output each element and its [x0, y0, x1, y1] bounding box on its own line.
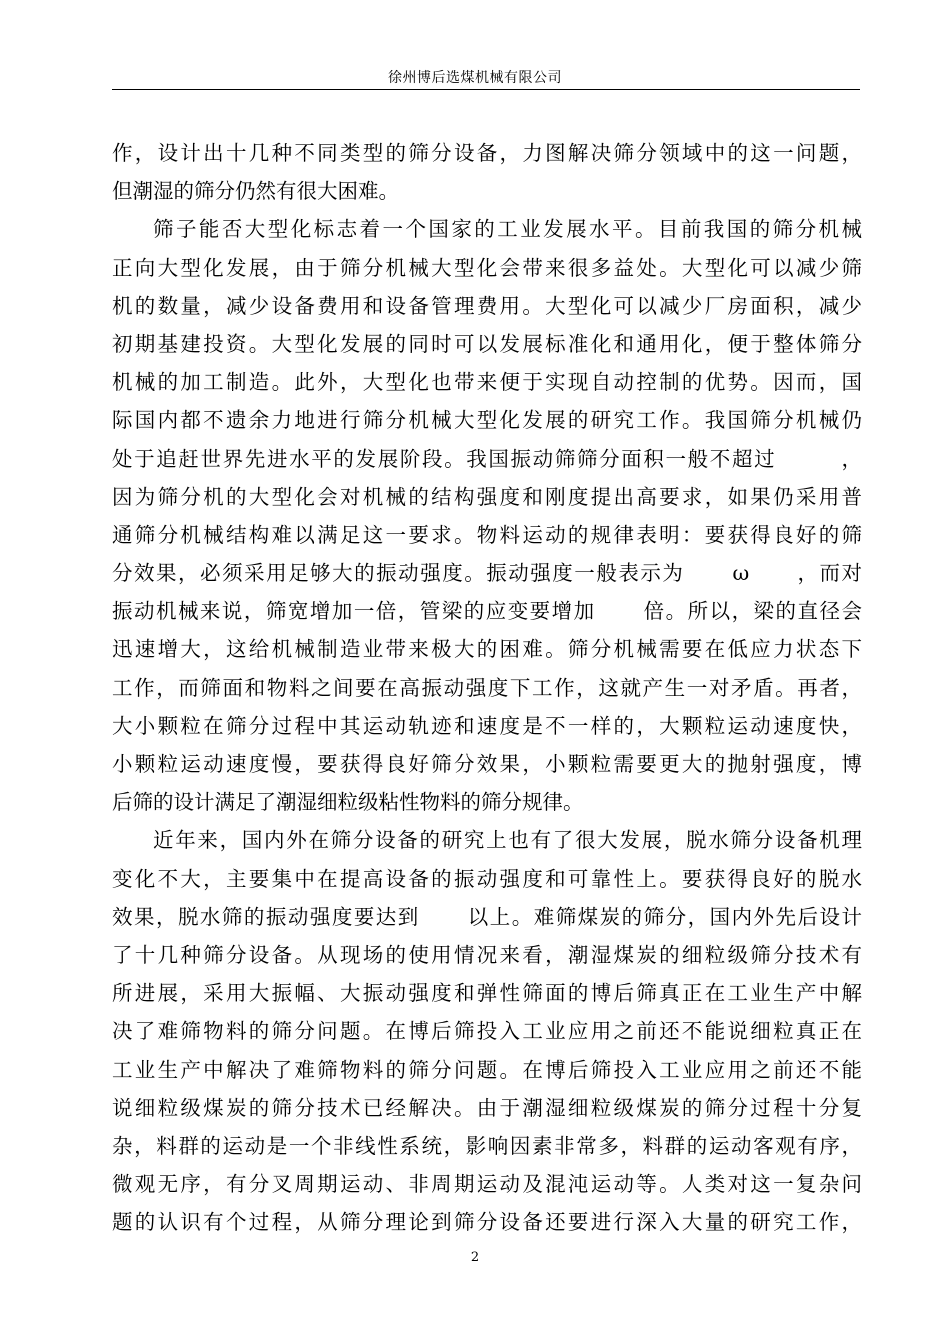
text-line: 振动机械来说，筛宽增加一倍，管梁的应变要增加 倍。所以，梁的直径会	[112, 599, 862, 624]
text-line: 效果，脱水筛的振动强度要达到 以上。难筛煤炭的筛分，国内外先后设计	[112, 904, 862, 929]
text-line: 大小颗粒在筛分过程中其运动轨迹和速度是不一样的，大颗粒运动速度快，	[112, 713, 862, 738]
text-line: 近年来，国内外在筛分设备的研究上也有了很大发展，脱水筛分设备机理	[153, 828, 862, 853]
header-rule	[112, 89, 860, 90]
text-line: 后筛的设计满足了潮湿细粒级粘性物料的筛分规律。	[112, 790, 584, 815]
text-line: 工作，而筛面和物料之间要在高振动强度下工作，这就产生一对矛盾。再者，	[112, 675, 862, 700]
text-line: 机的数量，减少设备费用和设备管理费用。大型化可以减少厂房面积，减少	[112, 293, 862, 318]
text-line: 初期基建投资。大型化发展的同时可以发展标准化和通用化，便于整体筛分	[112, 331, 862, 356]
text-line: 筛子能否大型化标志着一个国家的工业发展水平。目前我国的筛分机械	[153, 217, 862, 242]
text-line: 说细粒级煤炭的筛分技术已经解决。由于潮湿细粒级煤炭的筛分过程十分复	[112, 1095, 862, 1120]
paragraph	[112, 210, 862, 821]
paragraph	[112, 134, 862, 210]
text-line: 迅速增大，这给机械制造业带来极大的困难。筛分机械需要在低应力状态下	[112, 637, 862, 662]
text-line: 机械的加工制造。此外，大型化也带来便于实现自动控制的优势。因而，国	[112, 370, 862, 395]
text-line: 际国内都不遗余力地进行筛分机械大型化发展的研究工作。我国筛分机械仍	[112, 408, 862, 433]
text-line: 处于追赶世界先进水平的发展阶段。我国振动筛筛分面积一般不超过 ，	[112, 446, 862, 471]
text-line: 但潮湿的筛分仍然有很大困难。	[112, 179, 399, 204]
text-line: 微观无序，有分叉周期运动、非周期运动及混沌运动等。人类对这一复杂问	[112, 1172, 862, 1197]
page-number: 2	[470, 1250, 480, 1265]
text-line: 作，设计出十几种不同类型的筛分设备，力图解决筛分领域中的这一问题，	[112, 141, 862, 165]
text-line: 分效果，必须采用足够大的振动强度。振动强度一般表示为 ω ，而对	[112, 561, 862, 586]
text-line: 小颗粒运动速度慢，要获得良好筛分效果，小颗粒需要更大的抛射强度，博	[112, 752, 862, 776]
body-text	[112, 134, 862, 1241]
text-line: 杂，料群的运动是一个非线性系统，影响因素非常多，料群的运动客观有序，	[112, 1133, 862, 1158]
text-line: 了十几种筛分设备。从现场的使用情况来看，潮湿煤炭的细粒级筛分技术有	[112, 942, 862, 967]
text-line: 决了难筛物料的筛分问题。在博后筛投入工业应用之前还不能说细粒真正在	[112, 1019, 862, 1044]
text-line: 变化不大，主要集中在提高设备的振动强度和可靠性上。要获得良好的脱水	[112, 866, 862, 891]
text-line: 题的认识有个过程，从筛分理论到筛分设备还要进行深入大量的研究工作，	[112, 1210, 862, 1235]
text-line: 工业生产中解决了难筛物料的筛分问题。在博后筛投入工业应用之前还不能	[112, 1057, 862, 1082]
text-line: 通筛分机械结构难以满足这一要求。物料运动的规律表明：要获得良好的筛	[112, 522, 862, 547]
paragraph	[112, 821, 862, 1241]
text-line: 所进展，采用大振幅、大振动强度和弹性筛面的博后筛真正在工业生产中解	[112, 981, 862, 1006]
header-title: 徐州博后选煤机械有限公司	[388, 70, 562, 86]
text-line: 因为筛分机的大型化会对机械的结构强度和刚度提出高要求，如果仍采用普	[112, 484, 862, 509]
text-line: 正向大型化发展，由于筛分机械大型化会带来很多益处。大型化可以减少筛	[112, 255, 862, 280]
